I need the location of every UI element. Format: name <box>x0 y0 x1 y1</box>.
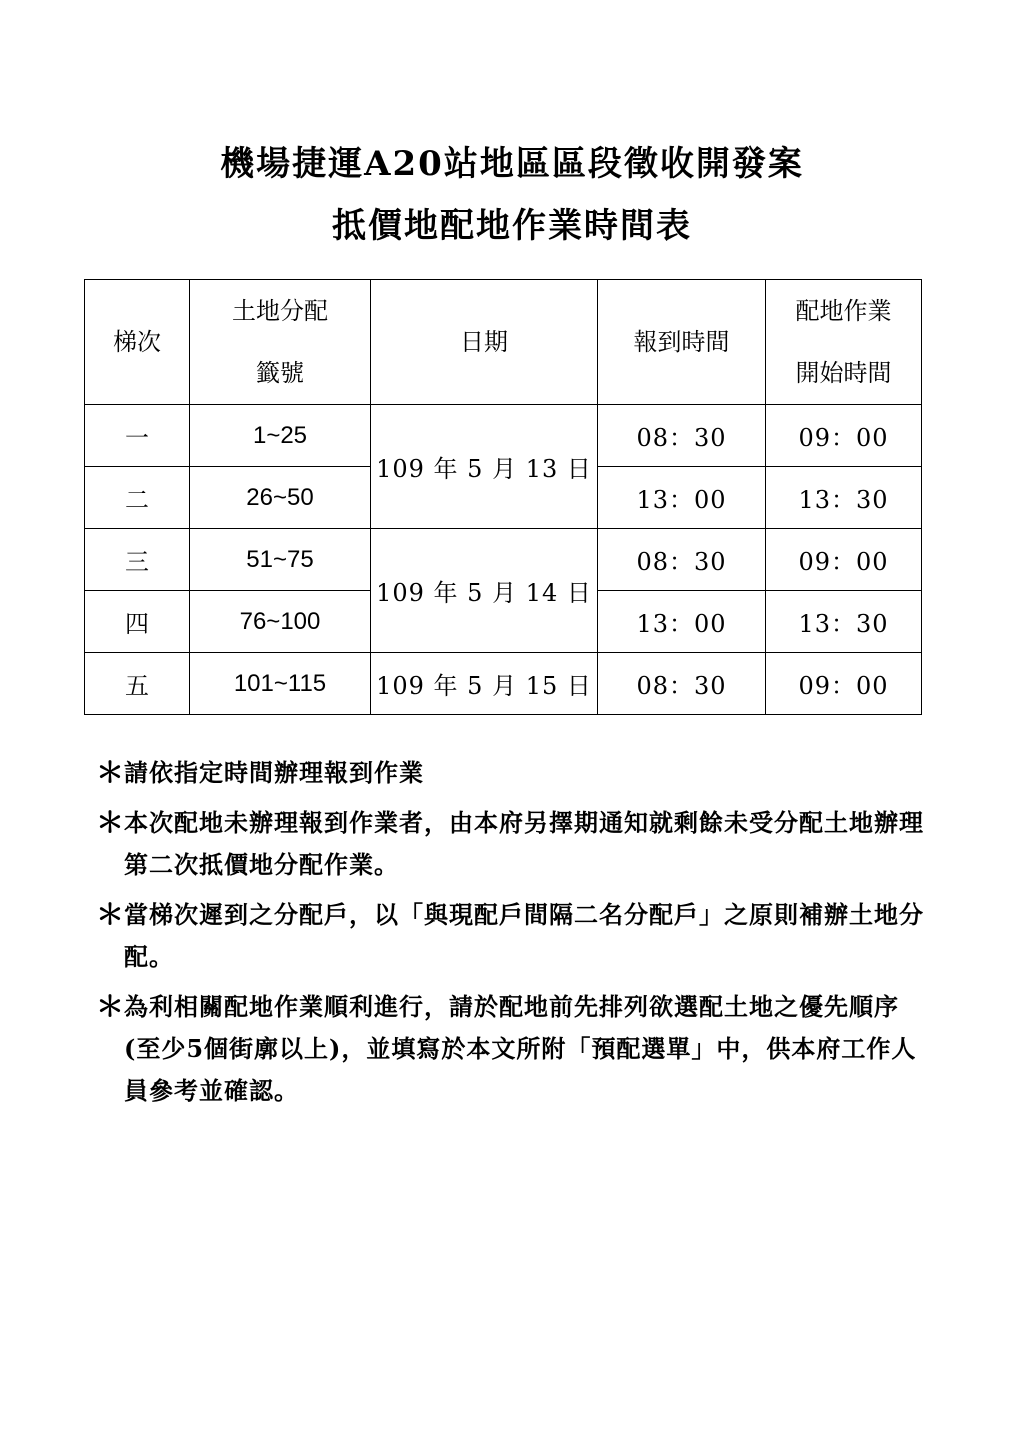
asterisk-bullet: ＊ <box>96 806 125 839</box>
lot-range-cell: 51~75 <box>190 529 371 591</box>
header-lot-number <box>190 280 371 405</box>
start-time-cell: 09：00 <box>766 405 922 467</box>
lot-range-cell: 1~25 <box>190 405 371 467</box>
document-title: 機場捷運A20站地區區段徵收開發案 <box>220 144 804 184</box>
table-row <box>85 529 922 591</box>
date-cell: 109 年 5 月 14 日 <box>371 529 598 653</box>
note-item <box>96 802 936 886</box>
round-cell: 三 <box>85 529 190 591</box>
table-row <box>85 405 922 467</box>
date-cell: 109 年 5 月 13 日 <box>371 405 598 529</box>
note-item <box>96 752 936 794</box>
round-cell: 四 <box>85 591 190 653</box>
header-start-line2: 開始時間 <box>795 359 892 387</box>
header-start-time <box>766 280 922 405</box>
note-text: 請依指定時間辦理報到作業 <box>124 758 424 787</box>
start-time-cell: 09：00 <box>766 529 922 591</box>
note-text: 當梯次遲到之分配戶，以「與現配戶間隔二名分配戶」之原則補辦土地分配。 <box>124 900 924 971</box>
header-date: 日期 <box>371 280 598 405</box>
lot-range-cell: 26~50 <box>190 467 371 529</box>
start-time-cell: 09：00 <box>766 653 922 715</box>
note-text: 本次配地未辦理報到作業者，由本府另擇期通知就剩餘未受分配土地辦理第二次抵價地分配作業。 <box>124 808 924 879</box>
header-start-line1: 配地作業 <box>795 297 892 325</box>
document-subtitle: 抵價地配地作業時間表 <box>332 206 692 246</box>
start-time-cell: 13：30 <box>766 467 922 529</box>
checkin-time-cell: 08：30 <box>598 529 766 591</box>
note-item <box>96 986 936 1112</box>
lot-range-cell: 76~100 <box>190 591 371 653</box>
header-round: 梯次 <box>85 280 190 405</box>
header-lot-line1: 土地分配 <box>232 297 328 325</box>
schedule-table <box>84 279 922 715</box>
notes-list <box>96 752 936 1120</box>
table-header-row <box>85 280 922 405</box>
round-cell: 一 <box>85 405 190 467</box>
asterisk-bullet: ＊ <box>96 756 125 789</box>
checkin-time-cell: 08：30 <box>598 653 766 715</box>
checkin-time-cell: 08：30 <box>598 405 766 467</box>
round-cell: 五 <box>85 653 190 715</box>
asterisk-bullet: ＊ <box>96 898 125 931</box>
checkin-time-cell: 13：00 <box>598 467 766 529</box>
header-lot-line2: 籤號 <box>256 359 304 387</box>
lot-range-cell: 101~115 <box>190 653 371 715</box>
note-item <box>96 894 936 978</box>
header-checkin-time: 報到時間 <box>598 280 766 405</box>
round-cell: 二 <box>85 467 190 529</box>
asterisk-bullet: ＊ <box>96 990 125 1023</box>
note-text: 為利相關配地作業順利進行，請於配地前先排列欲選配土地之優先順序(至少5個街廓以上)，並填寫於本文所附「預配選單」中，供本府工作人員參考並確認。 <box>124 992 917 1105</box>
date-cell: 109 年 5 月 15 日 <box>371 653 598 715</box>
table-row <box>85 653 922 715</box>
start-time-cell: 13：30 <box>766 591 922 653</box>
checkin-time-cell: 13：00 <box>598 591 766 653</box>
